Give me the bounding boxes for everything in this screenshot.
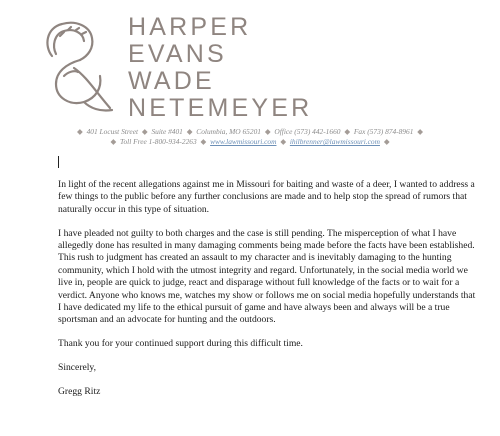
closing: Sincerely, bbox=[58, 362, 97, 374]
email-link[interactable]: ihilbrenner@lawmissouri.com bbox=[289, 137, 380, 146]
text-cursor bbox=[58, 156, 59, 168]
diamond-icon: ◆ bbox=[77, 127, 83, 136]
diamond-icon: ◆ bbox=[383, 137, 390, 146]
diamond-icon: ◆ bbox=[417, 127, 423, 136]
fax-number: Fax (573) 874-8961 bbox=[353, 127, 414, 136]
address-line-2 bbox=[0, 137, 500, 146]
address-line-1 bbox=[0, 127, 500, 136]
firm-name-line-3: WADE bbox=[128, 67, 215, 95]
diamond-icon: ◆ bbox=[344, 127, 351, 136]
city-state-zip: Columbia, MO 65201 bbox=[196, 127, 261, 136]
paragraph-thanks: Thank you for your continued support during this difficult time. bbox=[58, 338, 303, 350]
paragraph-allegations: In light of the recent allegations against me in Missouri for baiting and waste of a deer, I wanted to address a few things to the public before any further conclusions are made and to help stop the spread of rumors that naturally occur in this type of situation. bbox=[58, 179, 475, 215]
letter-body bbox=[58, 179, 478, 410]
diamond-icon: ◆ bbox=[200, 137, 207, 146]
suite-number: Suite #401 bbox=[151, 127, 183, 136]
firm-name-line-1: HARPER bbox=[128, 13, 252, 41]
website-link[interactable]: www.lawmissouri.com bbox=[210, 137, 277, 146]
diamond-icon: ◆ bbox=[186, 127, 193, 136]
diamond-icon: ◆ bbox=[110, 137, 117, 146]
office-phone: Office (573) 442-1660 bbox=[274, 127, 341, 136]
diamond-icon: ◆ bbox=[141, 127, 148, 136]
diamond-icon: ◆ bbox=[264, 127, 271, 136]
lion-head-ampersand-logo bbox=[30, 16, 116, 116]
toll-free-number: Toll Free 1-800-934-2263 bbox=[120, 137, 197, 146]
street-address: 401 Locust Street bbox=[86, 127, 139, 136]
diamond-icon: ◆ bbox=[280, 137, 287, 146]
signature: Gregg Ritz bbox=[58, 385, 101, 397]
paragraph-plea: I have pleaded not guilty to both charges and the case is still pending. The misperception of what I have allegedly done has resulted in many damaging comments being made before the facts have been established. This rush to judgment has created an assault to my character and is inevitably damaging to the hunting community, which I hold with the utmost integrity and regard. Unfortunately, in the social media world we live in, people are quick to judge, react and disparage without full knowledge of the facts or to wait for a verdict. Anyone who knows me, watches my show or follows me on social media hopefully understands that I have dedicated my life to the ethical pursuit of game and have always been and always will be a true sportsman and an advocate for hunting and the outdoors. bbox=[58, 227, 476, 326]
firm-name bbox=[128, 14, 312, 122]
firm-name-line-4: NETEMEYER bbox=[128, 94, 313, 122]
firm-name-line-2: EVANS bbox=[128, 40, 227, 68]
